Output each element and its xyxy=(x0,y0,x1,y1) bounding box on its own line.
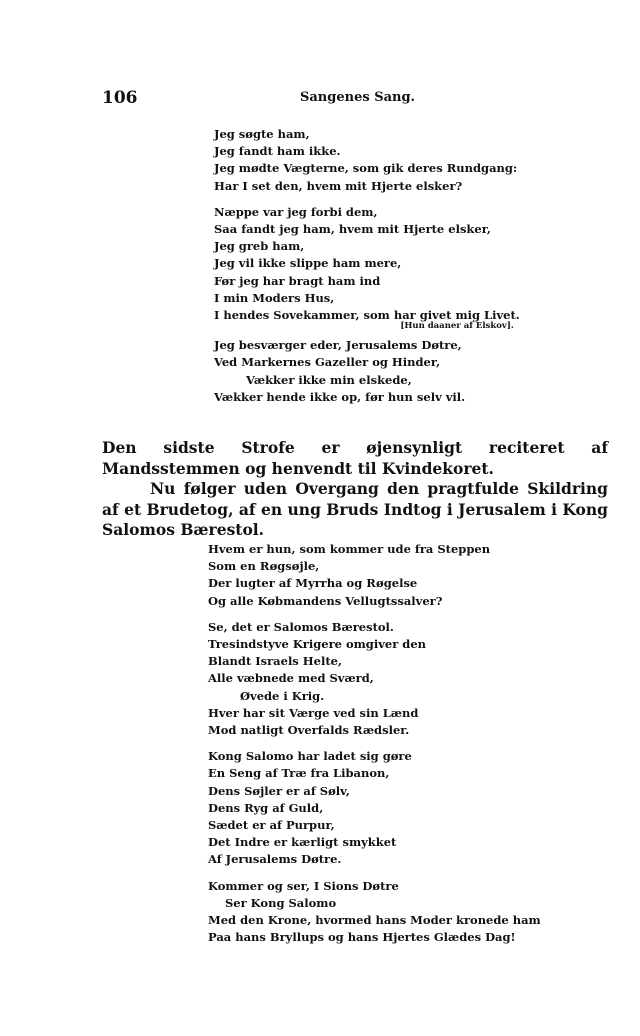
verse-line: Vækker ikke min elskede, xyxy=(246,372,412,387)
verse-line: Og alle Købmandens Vellugtssalver? xyxy=(208,593,443,608)
verse-line: I hendes Sovekammer, som har givet mig Livet. xyxy=(214,308,520,323)
stanza xyxy=(208,748,541,868)
page-number: 106 xyxy=(102,88,138,108)
verse-line: Hver har sit Værge ved sin Lænd xyxy=(208,705,419,720)
verse-line: Saa fandt jeg ham, hvem mit Hjerte elsker, xyxy=(214,222,491,237)
verse-line: En Seng af Træ fra Libanon, xyxy=(208,766,390,781)
verse-line: Paa hans Bryllups og hans Hjertes Glædes Dag! xyxy=(208,930,516,945)
verse-line: Det Indre er kærligt smykket xyxy=(208,835,397,850)
stanza xyxy=(214,337,520,406)
verse-line: Jeg fandt ham ikke. xyxy=(214,144,341,159)
verse-line: Tresindstyve Krigere omgiver den xyxy=(208,637,427,652)
verse-line: I min Moders Hus, xyxy=(214,290,335,305)
verse-line: Jeg vil ikke slippe ham mere, xyxy=(214,256,402,271)
verse-line: Jeg mødte Vægterne, som gik deres Rundgang: xyxy=(214,161,518,176)
verse-line: Jeg søgte ham, xyxy=(214,127,310,141)
verse-line: Jeg besværger eder, Jerusalems Døtre, xyxy=(214,338,462,353)
verse-line: Jeg greb ham, xyxy=(214,239,305,254)
verse-line: Se, det er Salomos Bærestol. xyxy=(208,619,394,634)
verse-line: Der lugter af Myrrha og Røgelse xyxy=(208,576,418,591)
verse-line: Mod natligt Overfalds Rædsler. xyxy=(208,723,410,738)
verse-line: Ved Markernes Gazeller og Hinder, xyxy=(214,355,441,370)
verse-line: Af Jerusalems Døtre. xyxy=(208,852,342,867)
verse-line: Dens Søjler er af Sølv, xyxy=(208,783,350,798)
verse-line: Næppe var jeg forbi dem, xyxy=(214,204,378,219)
stage-direction: [Hun daaner af Elskov]. xyxy=(400,321,514,332)
verse-line: Øvede i Krig. xyxy=(240,688,325,703)
verse-line: Kommer og ser, I Sions Døtre xyxy=(208,878,399,893)
verse-block-2 xyxy=(208,541,541,946)
running-title: Sangenes Sang. xyxy=(300,90,416,105)
verse-line: Hvem er hun, som kommer ude fra Steppen xyxy=(208,542,491,556)
verse-block-1 xyxy=(214,126,520,406)
verse-line: Alle væbnede med Sværd, xyxy=(208,671,374,686)
stanza xyxy=(208,878,541,947)
prose-paragraph: Den sidste Strofe er øjensynligt reciteret af Mandsstemmen og henvendt til Kvindekoret. xyxy=(102,438,608,478)
stanza xyxy=(214,204,520,331)
stanza xyxy=(208,619,541,739)
verse-line: Har I set den, hvem mit Hjerte elsker? xyxy=(214,178,463,193)
prose-paragraph: Nu følger uden Overgang den pragtfulde Skildring af et Brudetog, af en ung Bruds Indtog i Jerusalem i Kong Salomos Bærestol. xyxy=(102,479,608,539)
verse-line: Dens Ryg af Guld, xyxy=(208,800,324,815)
verse-line: Sædet er af Purpur, xyxy=(208,818,335,833)
stanza xyxy=(208,541,541,610)
verse-line: Blandt Israels Helte, xyxy=(208,654,342,669)
verse-line: Vækker hende ikke op, før hun selv vil. xyxy=(214,389,466,404)
verse-line: Som en Røgsøjle, xyxy=(208,559,320,574)
verse-line: Ser Kong Salomo xyxy=(225,895,337,910)
verse-line: Med den Krone, hvormed hans Moder kronede ham xyxy=(208,913,541,928)
verse-line: Før jeg har bragt ham ind xyxy=(214,273,381,288)
prose-block xyxy=(102,438,608,541)
stanza xyxy=(214,126,520,195)
verse-line: Kong Salomo har ladet sig gøre xyxy=(208,749,412,764)
